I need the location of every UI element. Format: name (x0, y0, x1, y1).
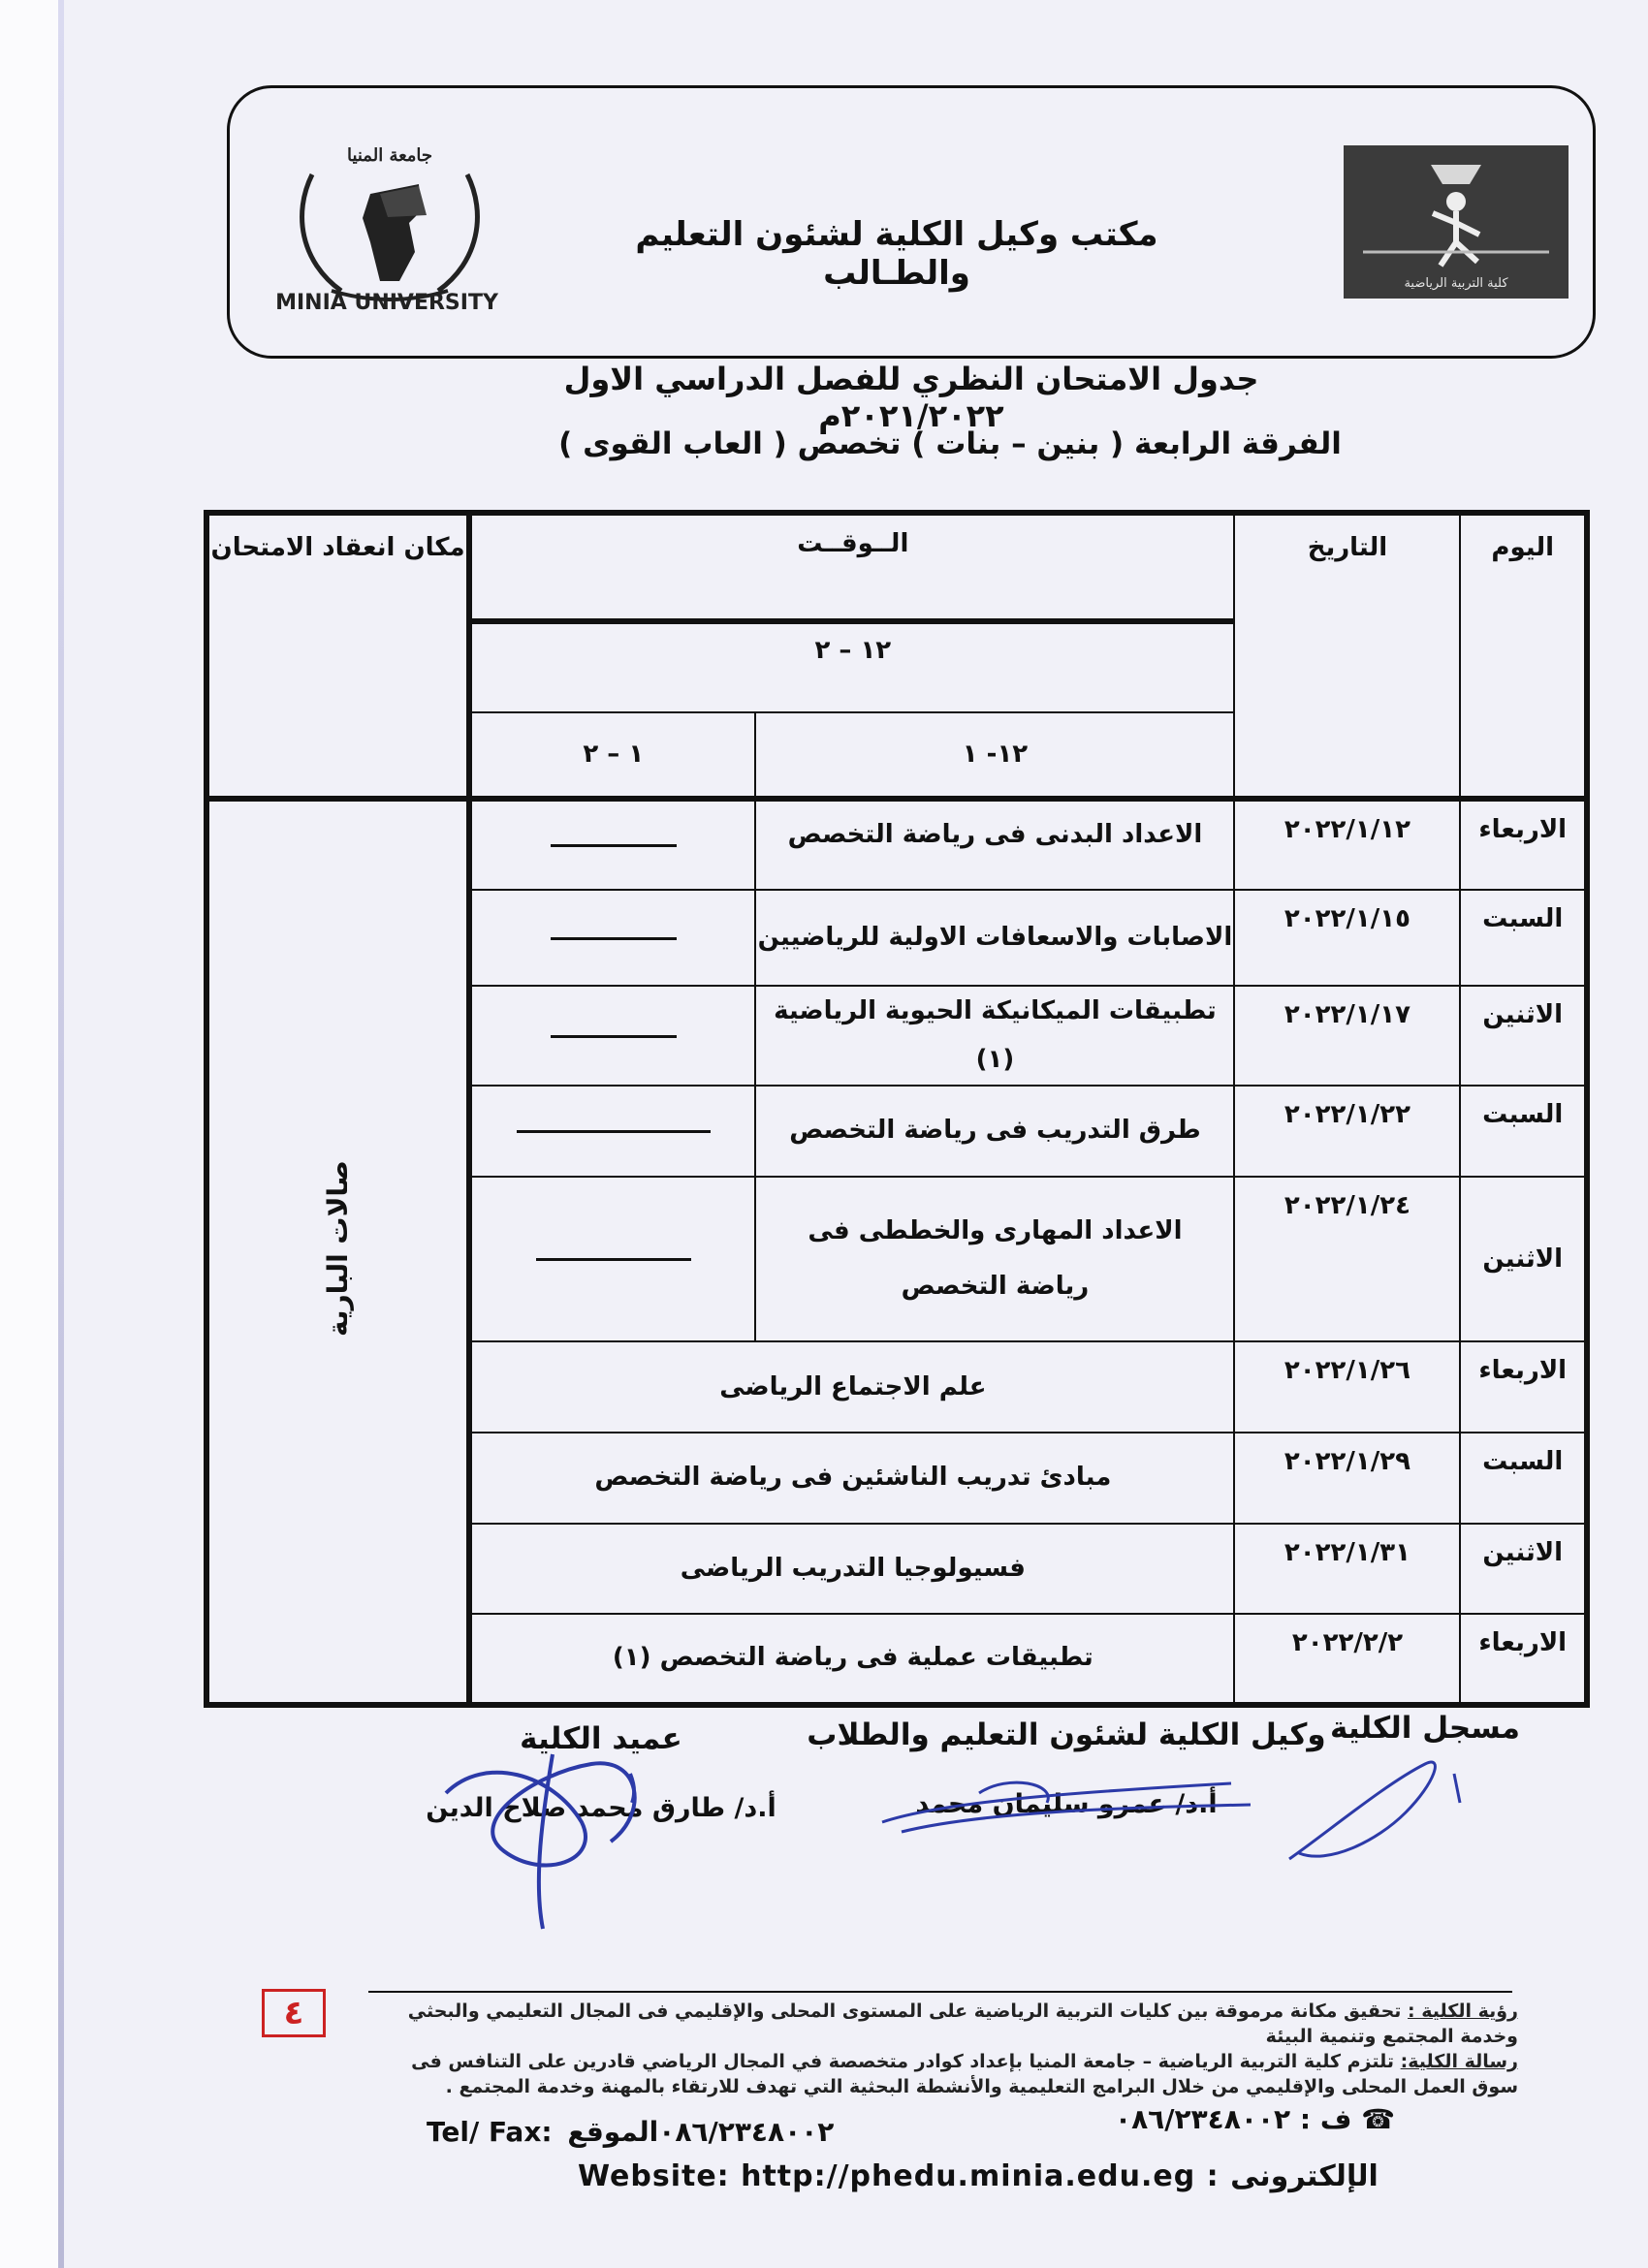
row-date: ٢٠٢٢/١/٢٤ (1234, 1177, 1460, 1342)
row-subject: مبادئ تدريب الناشئين فى رياضة التخصص (469, 1433, 1234, 1524)
vice-dean-signature-block (795, 1717, 1338, 1819)
empty-dash (517, 1130, 711, 1133)
university-name: MINIA UNIVERSITY (275, 291, 498, 315)
time-slot-1: ١٢- ١ (755, 712, 1234, 800)
row-date: ٢٠٢٢/٢/٢ (1234, 1614, 1460, 1705)
row-day: الاثنين (1460, 1524, 1587, 1615)
row-slot2-empty (469, 1177, 755, 1342)
phone-icon: ☎ (1361, 2103, 1395, 2135)
header-day: اليوم (1460, 513, 1587, 799)
vision-text: تحقيق مكانة مرموقة بين كليات التربية الرياضية على المستوى المحلى والإقليمي فى المجال التعليمي والبحثي وخدمة المجتمع وتنمية البيئة (407, 2000, 1518, 2047)
row-day: السبت (1460, 1086, 1587, 1177)
row-slot2-empty (469, 1086, 755, 1177)
exam-schedule-table (204, 510, 1590, 1708)
dean-signature-block (397, 1721, 805, 1823)
footer-vision-mission (366, 1999, 1518, 2099)
row-day: السبت (1460, 890, 1587, 987)
row-day: السبت (1460, 1433, 1587, 1524)
row-subject: علم الاجتماع الرياضى (469, 1341, 1234, 1433)
tel-fax-text: Tel/ Fax: ٠٨٦/٢٣٤٨٠٠٢ (427, 2116, 835, 2148)
row-day: الاربعاء (1460, 799, 1587, 890)
header-date: التاريخ (1234, 513, 1460, 799)
row-subject: الاعداد البدنى فى رياضة التخصص (755, 799, 1234, 890)
table-row (206, 799, 1587, 890)
row-subject: الاصابات والاسعافات الاولية للرياضيين (755, 890, 1234, 987)
empty-dash (551, 844, 677, 847)
dean-role: عميد الكلية (520, 1721, 682, 1756)
row-day: الاربعاء (1460, 1614, 1587, 1705)
logo-script-text: جامعة المنيا (346, 145, 433, 166)
mission-text: تلتزم كلية التربية الرياضية – جامعة المنيا بإعداد كوادر متخصصة في المجال الرياضي قادرين على التنافس فى سوق العمل المحلى والإقليمي من خلال البرامج التعليمية والأنشطة البحثية التي تهدف للارتقاء بالمهنة وخدمة المجتمع . (411, 2051, 1518, 2097)
vision-label: رؤية الكلية : (1408, 2000, 1518, 2022)
empty-dash (551, 1035, 677, 1038)
time-slot-2: ١ – ٢ (469, 712, 755, 800)
row-date: ٢٠٢٢/١/٢٦ (1234, 1341, 1460, 1433)
vice-dean-role: وكيل الكلية لشئون التعليم والطلاب (807, 1717, 1326, 1752)
row-date: ٢٠٢٢/١/١٥ (1234, 890, 1460, 987)
row-date: ٢٠٢٢/١/٢٢ (1234, 1086, 1460, 1177)
registrar-role: مسجل الكلية (1330, 1711, 1520, 1746)
website-link[interactable]: Website: http://phedu.minia.edu.eg : الإلكترونى (578, 2159, 1379, 2193)
site-label: الموقع (567, 2116, 659, 2148)
row-subject: طرق التدريب فى رياضة التخصص (755, 1086, 1234, 1177)
empty-dash (551, 937, 677, 940)
row-slot2-empty (469, 799, 755, 890)
schedule-title: جدول الامتحان النظري للفصل الدراسي الاول ٢٠٢١/٢٠٢٢م (563, 361, 1259, 434)
schedule-subtitle: الفرقة الرابعة ( بنين – بنات ) تخصص ( العاب القوى ) (558, 426, 1342, 461)
header-time: الــوقــت (469, 513, 1234, 621)
faculty-logo-caption: كلية التربية الرياضية (1404, 276, 1508, 291)
row-slot2-empty (469, 986, 755, 1086)
row-day: الاثنين (1460, 986, 1587, 1086)
row-date: ٢٠٢٢/١/١٢ (1234, 799, 1460, 890)
row-date: ٢٠٢٢/١/٢٩ (1234, 1433, 1460, 1524)
footer-divider (368, 1991, 1512, 1993)
mission-label: رسالة الكلية: (1400, 2051, 1518, 2072)
row-date: ٢٠٢٢/١/١٧ (1234, 986, 1460, 1086)
place-text: صالات البارية (322, 1160, 355, 1338)
empty-dash (536, 1258, 691, 1261)
row-subject: فسيولوجيا التدريب الرياضى (469, 1524, 1234, 1615)
tel-fax (427, 2116, 834, 2148)
header-place: مكان انعقاد الامتحان (206, 513, 469, 799)
row-subject: الاعداد المهارى والخططى فى رياضة التخصص (755, 1177, 1234, 1342)
office-title: مكتب وكيل الكلية لشئون التعليم والطـالب (635, 215, 1158, 293)
vice-dean-name: أ.د/ عمرو سليمان محمد (915, 1789, 1218, 1819)
row-slot2-empty (469, 890, 755, 987)
row-date: ٢٠٢٢/١/٣١ (1234, 1524, 1460, 1615)
row-day: الاربعاء (1460, 1341, 1587, 1433)
phone-number (1115, 2103, 1395, 2135)
row-subject: تطبيقات الميكانيكة الحيوية الرياضية (١) (755, 986, 1234, 1086)
page-number: ٤ (262, 1989, 326, 2037)
row-subject: تطبيقات عملية فى رياضة التخصص (١) (469, 1614, 1234, 1705)
document-page (58, 0, 1648, 2268)
phone-text: ف : ٠٨٦/٢٣٤٨٠٠٢ (1115, 2103, 1352, 2135)
faculty-logo (1344, 145, 1569, 299)
time-range: ١٢ – ٢ (469, 621, 1234, 712)
row-day: الاثنين (1460, 1177, 1587, 1342)
exam-place (206, 799, 469, 1705)
dean-name: أ.د/ طارق محمد صلاح الدين (426, 1793, 776, 1823)
